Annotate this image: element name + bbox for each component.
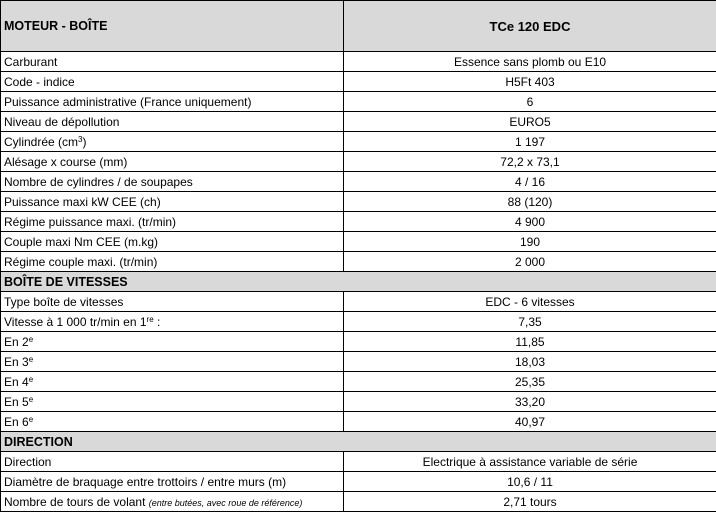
row-value: 88 (120) bbox=[344, 192, 716, 212]
label-text: Nombre de tours de volant bbox=[4, 494, 146, 509]
label-suffix: ) bbox=[82, 134, 87, 149]
table-header-row bbox=[1, 1, 716, 52]
label-superscript: e bbox=[28, 414, 34, 424]
label-superscript: e bbox=[28, 354, 34, 364]
table-row bbox=[1, 452, 716, 472]
label-text: En 4 bbox=[4, 374, 29, 389]
model-name: TCe 120 EDC bbox=[344, 1, 716, 52]
label-superscript: e bbox=[28, 394, 34, 404]
label-note: (entre butées, avec roue de référence) bbox=[148, 497, 303, 508]
label-text: Vitesse à 1 000 tr/min en 1 bbox=[4, 314, 147, 329]
row-value: Essence sans plomb ou E10 bbox=[344, 52, 716, 72]
section-header-gearbox bbox=[1, 272, 716, 292]
table-row bbox=[1, 412, 716, 432]
section-title-direction: DIRECTION bbox=[1, 432, 716, 452]
table-row bbox=[1, 132, 716, 152]
table-row bbox=[1, 212, 716, 232]
table-row bbox=[1, 492, 716, 512]
row-value: 4 / 16 bbox=[344, 172, 716, 192]
label-text: En 3 bbox=[4, 354, 29, 369]
row-label: Nombre de cylindres / de soupapes bbox=[1, 172, 344, 192]
table-row bbox=[1, 392, 716, 412]
table-row bbox=[1, 172, 716, 192]
row-label: Régime puissance maxi. (tr/min) bbox=[1, 212, 344, 232]
row-label: Carburant bbox=[1, 52, 344, 72]
table-row bbox=[1, 472, 716, 492]
row-label bbox=[1, 492, 344, 512]
row-label bbox=[1, 412, 344, 432]
row-label bbox=[1, 132, 344, 152]
row-value: 10,6 / 11 bbox=[344, 472, 716, 492]
row-label bbox=[1, 352, 344, 372]
label-superscript: e bbox=[28, 334, 34, 344]
section-header-direction bbox=[1, 432, 716, 452]
row-label bbox=[1, 312, 344, 332]
row-label bbox=[1, 332, 344, 352]
table-row bbox=[1, 252, 716, 272]
row-label: Direction bbox=[1, 452, 344, 472]
label-text: En 5 bbox=[4, 394, 29, 409]
row-value: 72,2 x 73,1 bbox=[344, 152, 716, 172]
table-row bbox=[1, 52, 716, 72]
table-row bbox=[1, 352, 716, 372]
table-row bbox=[1, 152, 716, 172]
table-row bbox=[1, 372, 716, 392]
row-value: 33,20 bbox=[344, 392, 716, 412]
row-label: Puissance administrative (France uniquement) bbox=[1, 92, 344, 112]
row-label: Type boîte de vitesses bbox=[1, 292, 344, 312]
row-value: 7,35 bbox=[344, 312, 716, 332]
row-value: 40,97 bbox=[344, 412, 716, 432]
table-row bbox=[1, 192, 716, 212]
row-value: 11,85 bbox=[344, 332, 716, 352]
row-value: 1 197 bbox=[344, 132, 716, 152]
row-label: Couple maxi Nm CEE (m.kg) bbox=[1, 232, 344, 252]
row-value: 6 bbox=[344, 92, 716, 112]
table-row bbox=[1, 92, 716, 112]
row-value: H5Ft 403 bbox=[344, 72, 716, 92]
table-row bbox=[1, 112, 716, 132]
label-text: Cylindrée (cm bbox=[4, 134, 79, 149]
table-row bbox=[1, 332, 716, 352]
row-label: Régime couple maxi. (tr/min) bbox=[1, 252, 344, 272]
row-value: 2 000 bbox=[344, 252, 716, 272]
row-label bbox=[1, 372, 344, 392]
table-row bbox=[1, 232, 716, 252]
label-suffix: : bbox=[153, 314, 161, 329]
row-value: 25,35 bbox=[344, 372, 716, 392]
row-value: 190 bbox=[344, 232, 716, 252]
row-value: 4 900 bbox=[344, 212, 716, 232]
label-superscript: re bbox=[146, 314, 154, 324]
row-label: Alésage x course (mm) bbox=[1, 152, 344, 172]
section-title-gearbox: BOÎTE DE VITESSES bbox=[1, 272, 716, 292]
table-row bbox=[1, 292, 716, 312]
row-label bbox=[1, 392, 344, 412]
row-value: EURO5 bbox=[344, 112, 716, 132]
row-value: 18,03 bbox=[344, 352, 716, 372]
row-value: Electrique à assistance variable de série bbox=[344, 452, 716, 472]
label-superscript: e bbox=[28, 374, 34, 384]
row-label: Code - indice bbox=[1, 72, 344, 92]
label-text: En 2 bbox=[4, 334, 29, 349]
section-title-engine: MOTEUR - BOÎTE bbox=[1, 1, 344, 52]
row-label: Puissance maxi kW CEE (ch) bbox=[1, 192, 344, 212]
row-label: Diamètre de braquage entre trottoirs / entre murs (m) bbox=[1, 472, 344, 492]
row-value: EDC - 6 vitesses bbox=[344, 292, 716, 312]
label-superscript: 3 bbox=[78, 134, 83, 144]
row-value: 2,71 tours bbox=[344, 492, 716, 512]
label-text: En 6 bbox=[4, 414, 29, 429]
table-row bbox=[1, 72, 716, 92]
row-label: Niveau de dépollution bbox=[1, 112, 344, 132]
table-row bbox=[1, 312, 716, 332]
